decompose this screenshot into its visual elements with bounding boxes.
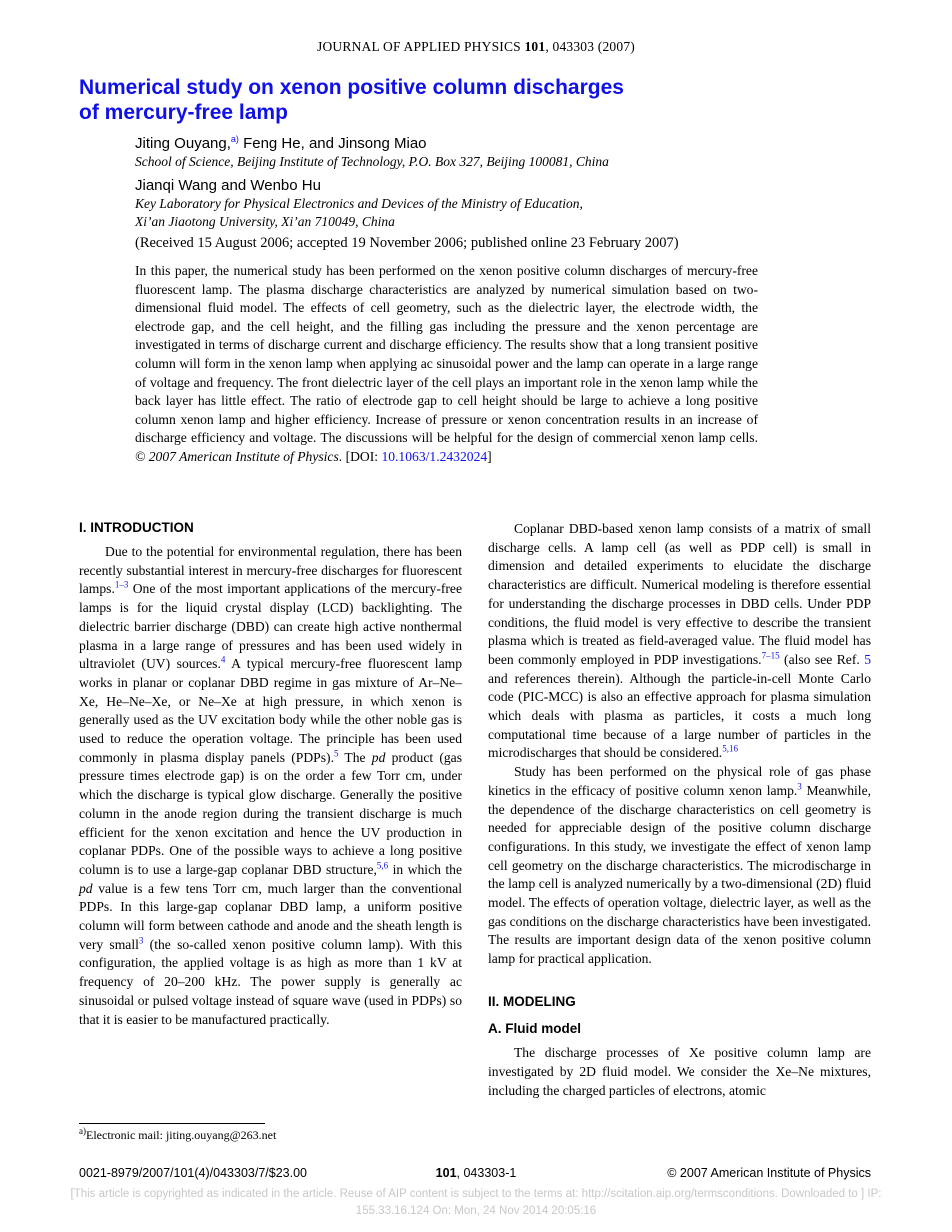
intro-paragraph-3: [488, 763, 871, 969]
author-ouyang: Jiting Ouyang,: [135, 135, 231, 152]
citation-link[interactable]: 4: [220, 654, 226, 665]
modeling-paragraph-1: The discharge processes of Xe positive column lamp are investigated by 2D fluid model. We consider the Xe–Ne mixtures, including the charged particles of electrons, atomic: [488, 1045, 871, 1098]
watermark-line-2: 155.33.16.124 On: Mon, 24 Nov 2014 20:05:16: [355, 1205, 597, 1217]
citation-link[interactable]: 5,16: [722, 743, 738, 754]
text-span: A typical mercury-free fluorescent lamp works in planar or coplanar DBD regime in gas mixture of Ar–Ne–Xe, He–Ne–Xe, or Ne–Xe at high pressure, in which xenon is generally used as the UV excitation body while the other noble gas is used to reduce the operation voltage. The principle has been used commonly in plasma display panels (PDPs).: [79, 656, 462, 765]
footer-page-number: , 043303-1: [456, 1166, 517, 1180]
footnote-divider: [79, 1123, 265, 1124]
footnote-mark: a): [79, 1126, 86, 1136]
footer-copyright: © 2007 American Institute of Physics: [667, 1166, 871, 1180]
footer-volume: 101: [435, 1166, 457, 1180]
reference-link[interactable]: 5: [864, 651, 871, 667]
download-watermark: [0, 1186, 952, 1220]
footer-code: 0021-8979/2007/101(4)/043303/7/$23.00: [79, 1166, 307, 1180]
section-heading-modeling: II. MODELING: [488, 993, 576, 1009]
title-line-2: of mercury-free lamp: [79, 101, 288, 124]
subsection-heading-fluid-model: A. Fluid model: [488, 1020, 581, 1036]
watermark-line-1: [This article is copyrighted as indicated in the article. Reuse of AIP content is subject to the terms at: http://scitation.aip.org/termsconditions. Downloaded to ] IP:: [70, 1188, 882, 1200]
author-line-2: Jianqi Wang and Wenbo Hu: [135, 177, 321, 194]
affiliation-2: [135, 195, 835, 231]
section-heading-introduction: I. INTRODUCTION: [79, 520, 194, 535]
text-span: Meanwhile, the dependence of the discharge characteristics on cell geometry is needed for appreciable design of the positive column discharge configurations. In this study, we investigate the effect of xenon lamp cell geometry on the discharge characteristics. The microdischarge in the lamp cell is analyzed numerically by a two-dimensional (2D) fluid model. The effects of operation voltage, dielectric layer, as well as the gas conditions on the discharge characteristics have been investigated. The results are important design data of the xenon positive column lamp for practical application.: [488, 782, 872, 967]
text-span: in which the: [388, 861, 462, 877]
text-span: Coplanar DBD-based xenon lamp consists of a matrix of small discharge cells. A lamp cell (as well as PDP cell) is small in dimension and detailed experiments to elucidate the discharge characteristics are difficult. Numerical modeling is therefore essential for understanding the discharge processes in DBD cells. Under PDP conditions, the fluid model is very effective to describe the transient plasma which is treated as field-averaged value. The fluid model has been commonly employed in PDP investigations.: [488, 521, 871, 667]
italic-term: pd: [79, 880, 93, 896]
paper-title: [79, 75, 839, 125]
text-span: product (gas pressure times electrode gap) is on the order a few Torr cm, under which the discharge is typical glow discharge. Generally the positive column in the anode region during the transient discharge is much efficient for the xenon excitation and hence the UV production in coplanar PDPs. One of the possible ways to achieve a long positive column is to use a large-gap coplanar DBD structure,: [79, 749, 462, 877]
author-others: Feng He, and Jinsong Miao: [238, 135, 427, 152]
citation-link[interactable]: 5: [333, 748, 339, 759]
affiliation-2-line-2: Xi’an Jiaotong University, Xi’an 710049, China: [135, 214, 395, 229]
text-span: Due to the potential for environmental regulation, there has been recently substantial interest in mercury-free discharges for fluorescent lamps.: [79, 544, 462, 597]
abstract-body: In this paper, the numerical study has been performed on the xenon positive column discharges of mercury-free fluorescent lamp. The plasma discharge characteristics are analyzed by numerical simulation based on two-dimensional fluid model. The effects of cell geometry, such as the dielectric layer, the electrode width, the electrode gap, and the cell height, and the filling gas including the pressure and the xenon percentage are investigated in terms of discharge current and discharge efficiency. The results show that a long transient positive column will form in the xenon lamp when applying ac sinusoidal power and the lamp can operate in a large range of voltage and frequency. The front dielectric layer of the cell plays an important role in the xenon lamp while the back layer has little effect. The ratio of electrode gap to cell height should be large to achieve a long positive column xenon lamp and higher efficiency. Increase of pressure or xenon concentration results in an increase of discharge efficiency and voltage. The discussions will be helpful for the design of commercial xenon lamp cells.: [135, 263, 758, 446]
text-span: value is a few tens Torr cm, much larger than the conventional PDPs. In this large-gap coplanar DBD lamp, a uniform positive column will form between cathode and anode and the sheath length is very small: [79, 880, 462, 952]
doi-link[interactable]: 10.1063/1.2432024: [381, 448, 488, 464]
citation-link[interactable]: 3: [797, 781, 802, 792]
affiliation-1: School of Science, Beijing Institute of Technology, P.O. Box 327, Beijing 100081, China: [135, 154, 609, 169]
italic-term: pd: [371, 749, 386, 765]
text-span: (the so-called xenon positive column lamp). With this configuration, the applied voltage is as high as more than 1 kV at frequency of 20–200 kHz. The power supply is generally ac sinusoidal or pulsed voltage instead of square wave (used in PDPs) so that it is easier to be manufactured practically.: [79, 936, 462, 1027]
citation-link[interactable]: 1–3: [114, 579, 129, 590]
left-column: [79, 543, 462, 1029]
text-span: Study has been performed on the physical role of gas phase kinetics in the efficacy of positive column xenon lamp.: [488, 764, 871, 798]
abstract-copyright: © 2007 American Institute of Physics: [135, 448, 339, 464]
citation-link[interactable]: 3: [138, 935, 144, 946]
text-span: and references therein). Although the particle-in-cell Monte Carlo code (PIC-MCC) is also an effective approach for plasma simulation which deals with plasma as particles, it costs a much long computational time because of a large number of particles in the microdischarges that should be considered.: [488, 670, 871, 761]
journal-volume: 101: [524, 39, 546, 54]
affiliation-2-line-1: Key Laboratory for Physical Electronics and Devices of the Ministry of Education,: [135, 196, 583, 211]
journal-name: JOURNAL OF APPLIED PHYSICS: [317, 39, 525, 54]
journal-issue: , 043303 (2007): [545, 39, 635, 54]
author-line-1: [135, 135, 427, 152]
text-span: (also see Ref.: [779, 651, 865, 667]
right-column: [488, 520, 871, 1100]
doi-suffix: ]: [487, 448, 492, 464]
footnote: [79, 1128, 276, 1143]
doi-prefix: . [DOI:: [338, 448, 382, 464]
journal-header: [0, 39, 952, 55]
footnote-text: Electronic mail: jiting.ouyang@263.net: [86, 1128, 277, 1142]
abstract: [135, 262, 758, 467]
intro-paragraph-1: [79, 543, 462, 1029]
text-span: One of the most important applications of the mercury-free lamps is for the liquid crystal display (LCD) backlighting. The dielectric barrier discharge (DBD) can create high active nonthermal plasma in a large range of pressures and has been used widely in ultraviolet (UV) sources.: [79, 581, 462, 672]
text-span: The: [338, 749, 372, 765]
received-dates: (Received 15 August 2006; accepted 19 November 2006; published online 23 February 2007): [135, 235, 679, 251]
citation-link[interactable]: 7–15: [761, 650, 780, 661]
citation-link[interactable]: 5,6: [376, 860, 389, 871]
footnote-mark[interactable]: a): [230, 134, 239, 144]
intro-paragraph-2: [488, 520, 871, 763]
title-line-1: Numerical study on xenon positive column discharges: [79, 76, 624, 99]
